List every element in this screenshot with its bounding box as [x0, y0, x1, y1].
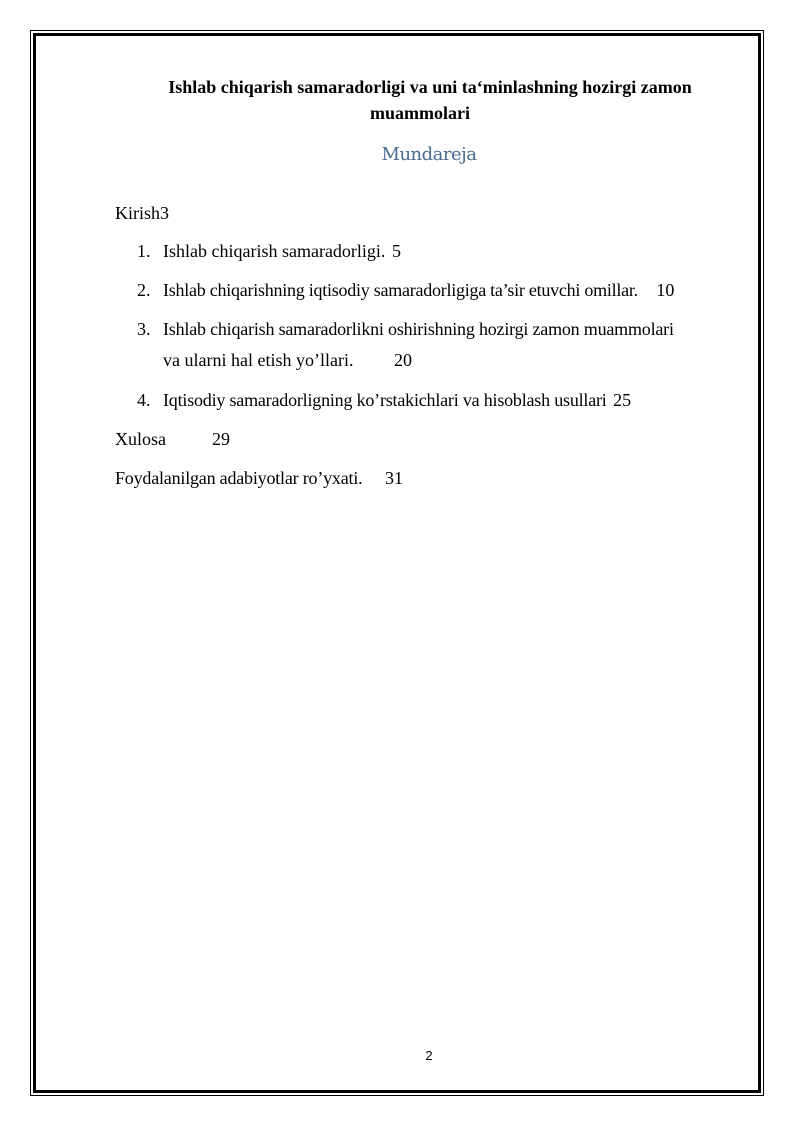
toc-entry-label: Ishlab chiqarish samaradorligi.: [163, 241, 386, 261]
toc-entry-page: 10: [656, 280, 675, 300]
toc-entry-4[interactable]: [137, 387, 631, 413]
document-title-line-1: Ishlab chiqarish samaradorligi va uni ta‘minlashning hozirgi zamon: [168, 77, 692, 97]
toc-entry-page: 25: [613, 390, 632, 410]
toc-entry-page: 5: [391, 241, 401, 261]
toc-entry-label: Ishlab chiqarishning iqtisodiy samaradorligiga ta’sir etuvchi omillar.: [163, 280, 638, 300]
toc-entry-page: 31: [384, 468, 403, 488]
toc-entry-1[interactable]: [137, 238, 401, 264]
toc-entry-page: 29: [212, 429, 230, 449]
toc-entry-label: Ishlab chiqarish samaradorlikni oshirishning hozirgi zamon muammolari: [163, 319, 674, 339]
document-title: [100, 74, 740, 126]
toc-entry-references[interactable]: [115, 465, 403, 491]
toc-entry-page: 20: [393, 350, 412, 370]
toc-entry-label: Xulosa: [115, 429, 166, 449]
toc-heading: Mundareja: [381, 144, 477, 165]
toc-entry-3[interactable]: [137, 316, 674, 342]
toc-entry-label: Iqtisodiy samaradorligning ko’rstakichlari va hisoblash usullari: [163, 390, 607, 410]
toc-entry-intro[interactable]: [115, 200, 169, 226]
toc-entry-page: 3: [160, 203, 169, 223]
toc-entry-label: Kirish: [115, 203, 160, 223]
toc-entry-conclusion[interactable]: [115, 426, 230, 452]
toc-entry-number: 2.: [137, 280, 151, 300]
toc-entry-label: va ularni hal etish yo’llari.: [163, 350, 354, 370]
page-border: [33, 33, 761, 1093]
toc-entry-number: 1.: [137, 241, 151, 261]
toc-entry-2[interactable]: [137, 277, 674, 303]
document-title-line-2: muammolari: [370, 103, 470, 123]
toc-entry-label: Foydalanilgan adabiyotlar ro’yxati.: [115, 468, 363, 488]
toc-entry-3-continuation[interactable]: [163, 347, 412, 373]
toc-entry-number: 4.: [137, 390, 151, 410]
page-number: 2: [425, 1048, 433, 1063]
toc-entry-number: 3.: [137, 319, 151, 339]
